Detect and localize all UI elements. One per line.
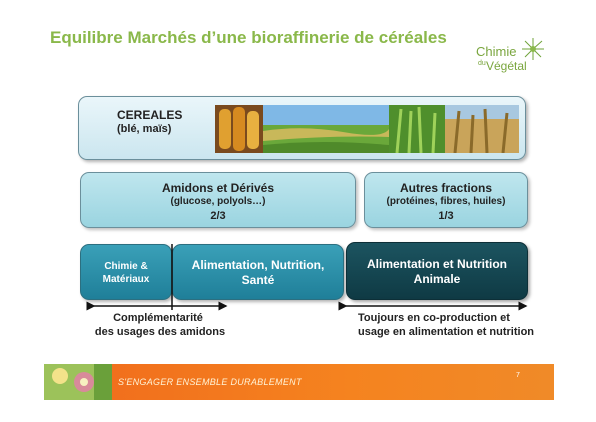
cereales-title: CEREALES <box>117 108 183 122</box>
page-number: 7 <box>516 372 520 379</box>
alim-line1: Alimentation, Nutrition, <box>191 258 325 272</box>
footer-nature-image <box>44 364 112 400</box>
autres-share: 1/3 <box>438 210 454 222</box>
slide-title: Equilibre Marchés d’une bioraffinerie de céréales <box>50 28 447 47</box>
complementarite-line2: des usages des amidons <box>94 326 226 338</box>
autres-title: Autres fractions <box>399 181 493 195</box>
amidons-title: Amidons et Dérivés <box>161 181 275 195</box>
coproduction-line2: usage en alimentation et nutrition <box>358 326 535 338</box>
animale-line2: Animale <box>413 272 461 286</box>
animale-line1: Alimentation et Nutrition <box>367 257 507 271</box>
footer-banner <box>44 364 554 400</box>
footer-slogan: S'ENGAGER ENSEMBLE DURABLEMENT <box>118 377 302 387</box>
coproduction-line1: Toujours en co-production et <box>358 312 510 324</box>
autres-subtitle: (protéines, fibres, huiles) <box>386 196 506 207</box>
amidons-subtitle: (glucose, polyols…) <box>170 196 266 207</box>
chimie-line1: Chimie & <box>104 261 148 272</box>
logo-text-du: du <box>478 60 486 67</box>
alim-line2: Santé <box>241 273 275 287</box>
complementarite-line1: Complémentarité <box>113 312 203 324</box>
cereales-subtitle: (blé, maïs) <box>117 123 172 135</box>
amidons-share: 2/3 <box>210 210 226 222</box>
logo-text-vegetal: Végétal <box>486 59 527 73</box>
logo-text-chimie: Chimie <box>476 44 517 59</box>
chimie-line2: Matériaux <box>102 274 150 285</box>
